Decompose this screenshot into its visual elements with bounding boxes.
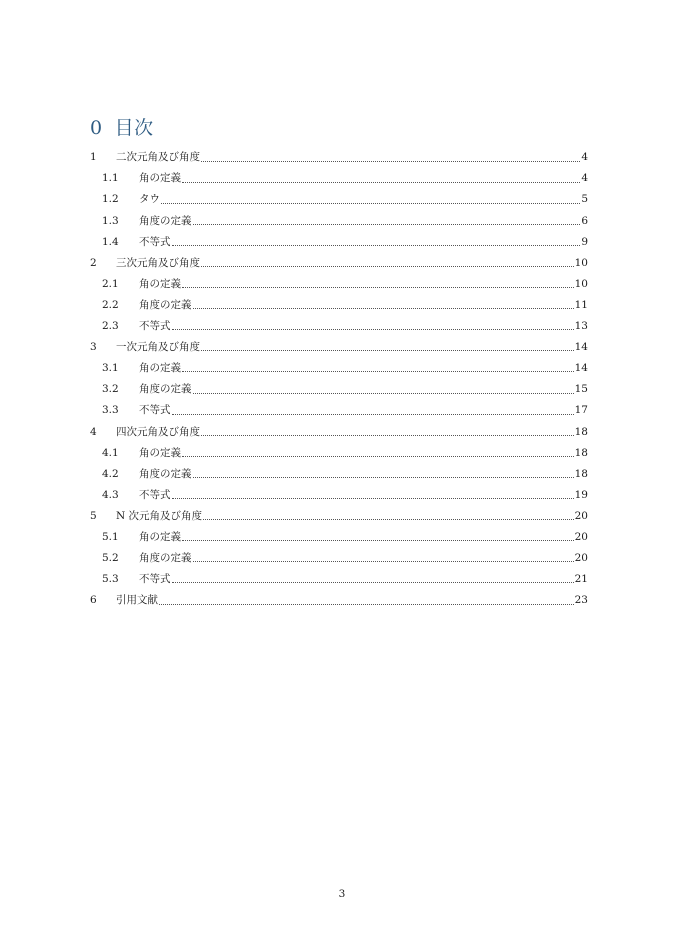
table-of-contents <box>90 147 588 611</box>
toc-entry-number: 5.3 <box>102 573 119 586</box>
toc-entry-title: 角の定義 <box>139 446 181 459</box>
toc-entry-number: 3.3 <box>102 404 119 417</box>
toc-entry-title: 不等式 <box>139 320 171 333</box>
toc-entry-section[interactable] <box>90 463 588 484</box>
toc-entry-title: 角の定義 <box>139 277 181 290</box>
toc-dot-leader <box>193 299 574 309</box>
toc-entry-number: 1.3 <box>102 214 119 227</box>
toc-entry-number: 2.2 <box>102 298 119 311</box>
toc-dot-leader <box>161 194 580 204</box>
toc-entry-chapter[interactable] <box>90 147 588 168</box>
toc-entry-page: 23 <box>574 594 588 607</box>
toc-entry-title: 角度の定義 <box>139 383 192 396</box>
toc-entry-page: 6 <box>581 214 588 227</box>
toc-entry-number: 6 <box>90 594 97 607</box>
toc-entry-page: 10 <box>574 277 588 290</box>
toc-entry-number: 1.4 <box>102 235 119 248</box>
toc-entry-page: 13 <box>574 320 588 333</box>
toc-entry-section[interactable] <box>90 569 588 590</box>
toc-dot-leader <box>201 426 574 436</box>
toc-entry-page: 20 <box>574 530 588 543</box>
toc-dot-leader <box>172 236 581 246</box>
toc-entry-number: 1 <box>90 151 97 164</box>
toc-entry-chapter[interactable] <box>90 421 588 442</box>
toc-entry-number: 4.1 <box>102 446 119 459</box>
toc-entry-page: 17 <box>574 404 588 417</box>
toc-entry-title: 不等式 <box>139 488 171 501</box>
toc-entry-page: 10 <box>574 256 588 269</box>
toc-dot-leader <box>201 341 574 351</box>
toc-dot-leader <box>203 510 574 520</box>
toc-entry-title: 角度の定義 <box>139 298 192 311</box>
toc-entry-title: 一次元角及び角度 <box>116 341 200 354</box>
toc-entry-number: 4 <box>90 425 97 438</box>
toc-entry-page: 9 <box>581 235 588 248</box>
toc-dot-leader <box>201 257 574 267</box>
toc-entry-page: 20 <box>574 509 588 522</box>
toc-entry-number: 5 <box>90 509 97 522</box>
toc-dot-leader <box>159 595 574 605</box>
toc-dot-leader <box>193 215 581 225</box>
toc-entry-chapter[interactable] <box>90 590 588 611</box>
toc-entry-page: 18 <box>574 446 588 459</box>
toc-entry-section[interactable] <box>90 442 588 463</box>
toc-dot-leader <box>172 489 574 499</box>
toc-entry-title: 角の定義 <box>139 172 181 185</box>
toc-entry-section[interactable] <box>90 548 588 569</box>
toc-entry-chapter[interactable] <box>90 506 588 527</box>
toc-dot-leader <box>193 468 574 478</box>
toc-entry-title: 不等式 <box>139 573 171 586</box>
toc-dot-leader <box>193 384 574 394</box>
toc-dot-leader <box>172 405 574 415</box>
toc-entry-number: 2 <box>90 256 97 269</box>
toc-dot-leader <box>193 552 574 562</box>
toc-dot-leader <box>182 447 574 457</box>
toc-dot-leader <box>182 173 580 183</box>
toc-dot-leader <box>172 320 574 330</box>
toc-entry-page: 14 <box>574 362 588 375</box>
toc-dot-leader <box>182 362 574 372</box>
toc-entry-page: 5 <box>581 193 588 206</box>
toc-entry-page: 20 <box>574 552 588 565</box>
toc-entry-section[interactable] <box>90 379 588 400</box>
toc-entry-title: 角の定義 <box>139 530 181 543</box>
toc-entry-number: 2.3 <box>102 320 119 333</box>
toc-entry-page: 15 <box>574 383 588 396</box>
toc-entry-title: 二次元角及び角度 <box>116 151 200 164</box>
toc-heading <box>90 113 154 140</box>
toc-entry-number: 2.1 <box>102 277 119 290</box>
toc-entry-title: N 次元角及び角度 <box>116 509 203 522</box>
toc-entry-section[interactable] <box>90 400 588 421</box>
toc-entry-title: 角度の定義 <box>139 467 192 480</box>
toc-entry-title: 角度の定義 <box>139 552 192 565</box>
toc-entry-chapter[interactable] <box>90 337 588 358</box>
toc-entry-number: 4.2 <box>102 467 119 480</box>
toc-entry-section[interactable] <box>90 189 588 210</box>
toc-entry-section[interactable] <box>90 274 588 295</box>
toc-dot-leader <box>201 152 580 162</box>
toc-entry-section[interactable] <box>90 168 588 189</box>
toc-entry-section[interactable] <box>90 316 588 337</box>
toc-entry-section[interactable] <box>90 358 588 379</box>
toc-entry-number: 3.1 <box>102 362 119 375</box>
toc-entry-section[interactable] <box>90 485 588 506</box>
toc-entry-title: 角度の定義 <box>139 214 192 227</box>
toc-entry-number: 4.3 <box>102 488 119 501</box>
toc-entry-number: 5.2 <box>102 552 119 565</box>
page-number: 3 <box>338 888 346 900</box>
toc-entry-number: 3.2 <box>102 383 119 396</box>
toc-entry-page: 4 <box>581 172 588 185</box>
toc-heading-number: 0 <box>90 117 103 139</box>
toc-entry-section[interactable] <box>90 295 588 316</box>
toc-entry-section[interactable] <box>90 210 588 231</box>
toc-entry-number: 5.1 <box>102 530 119 543</box>
toc-entry-page: 18 <box>574 425 588 438</box>
toc-entry-title: 四次元角及び角度 <box>116 425 200 438</box>
toc-entry-number: 1.1 <box>102 172 119 185</box>
toc-entry-title: 不等式 <box>139 235 171 248</box>
toc-entry-page: 18 <box>574 467 588 480</box>
toc-entry-page: 4 <box>581 151 588 164</box>
toc-entry-title: 不等式 <box>139 404 171 417</box>
toc-dot-leader <box>182 278 574 288</box>
toc-entry-title: 引用文献 <box>116 594 158 607</box>
toc-entry-number: 3 <box>90 341 97 354</box>
toc-dot-leader <box>172 573 574 583</box>
toc-entry-page: 21 <box>574 573 588 586</box>
toc-entry-title: 三次元角及び角度 <box>116 256 200 269</box>
toc-entry-title: タウ <box>139 193 160 206</box>
toc-entry-title: 角の定義 <box>139 362 181 375</box>
toc-entry-page: 11 <box>574 298 588 311</box>
toc-entry-number: 1.2 <box>102 193 119 206</box>
toc-entry-page: 14 <box>574 341 588 354</box>
toc-entry-page: 19 <box>574 488 588 501</box>
toc-heading-title: 目次 <box>114 117 154 139</box>
toc-entry-chapter[interactable] <box>90 252 588 273</box>
toc-dot-leader <box>182 531 574 541</box>
toc-entry-section[interactable] <box>90 527 588 548</box>
toc-entry-section[interactable] <box>90 231 588 252</box>
